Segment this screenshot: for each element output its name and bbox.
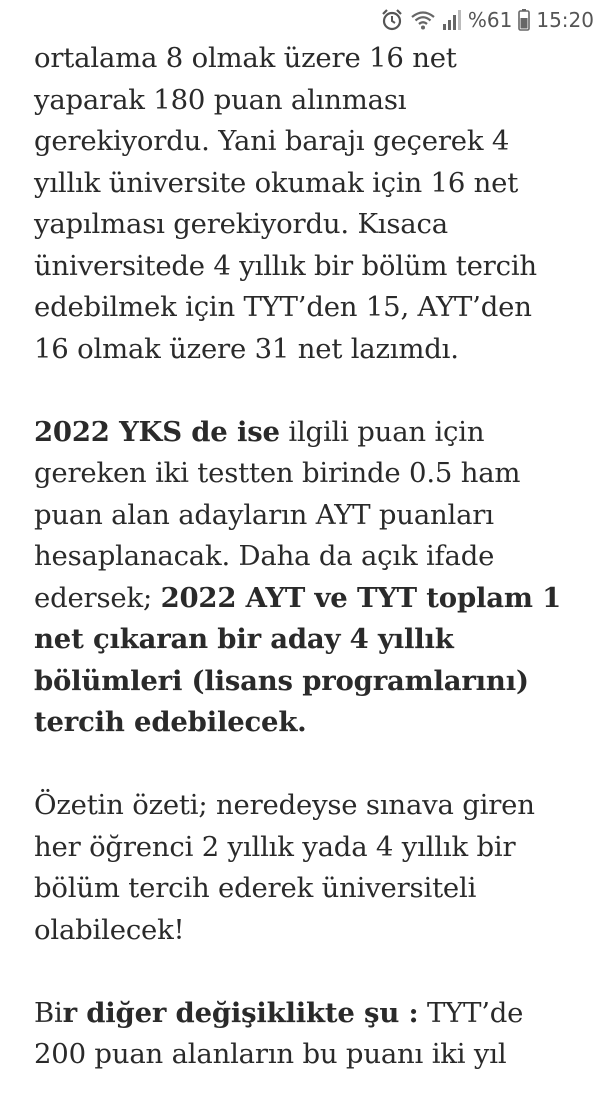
bold-segment: 2022 AYT ve TYT toplam 1 <box>160 581 562 614</box>
clock-time: 15:20 <box>536 8 594 32</box>
text-line <box>34 412 594 454</box>
text-line <box>34 619 594 661</box>
article-paragraph-1 <box>34 38 594 370</box>
text-line: gerekiyordu. Yani barajı geçerek 4 <box>34 125 510 157</box>
text-line: 200 puan alanların bu puanı iki yıl <box>34 1038 507 1070</box>
text-line: yıllık üniversite okumak için 16 net <box>34 166 519 199</box>
text-line <box>34 578 594 620</box>
text-line: her öğrenci 2 yıllık yada 4 yıllık bir <box>34 830 516 863</box>
text-line: üniversitede 4 yıllık bir bölüm tercih <box>34 249 537 282</box>
article-paragraph-4 <box>34 993 594 1076</box>
battery-percent: %61 <box>467 8 513 32</box>
signal-icon <box>442 9 462 31</box>
text-line: puan alan adayların AYT puanları <box>34 498 494 531</box>
text-segment: edersek; <box>34 581 161 614</box>
status-bar <box>0 0 608 40</box>
text-line: gereken iki testten birinde 0.5 ham <box>34 457 521 489</box>
text-line: bölüm tercih ederek üniversiteli <box>34 872 477 904</box>
bold-segment: bölümleri (lisans programlarını) <box>34 664 529 697</box>
text-line: 16 olmak üzere 31 net lazımdı. <box>34 332 459 365</box>
battery-icon <box>518 9 530 31</box>
text-line <box>34 702 594 744</box>
text-line: Özetin özeti; neredeyse sınava giren <box>34 789 535 821</box>
text-line: yaparak 180 puan alınması <box>34 83 407 116</box>
wifi-icon <box>410 9 436 31</box>
text-line: hesaplanacak. Daha da açık ifade <box>34 540 495 572</box>
text-segment: ilgili puan için <box>279 415 485 448</box>
bold-lead: 2022 YKS de ise <box>34 415 280 448</box>
article-paragraph-2 <box>34 412 594 744</box>
text-line: olabilecek! <box>34 913 185 946</box>
text-segment: Bi <box>34 996 63 1029</box>
text-line: edebilmek için TYT’den 15, AYT’den <box>34 291 532 323</box>
bold-segment: net çıkaran bir aday 4 yıllık <box>34 623 454 655</box>
article-paragraph-3 <box>34 785 594 951</box>
text-line <box>34 993 594 1035</box>
text-line: yapılması gerekiyordu. Kısaca <box>34 208 448 240</box>
bold-segment: r diğer değişiklikte şu : <box>62 996 419 1029</box>
text-segment: TYT’de <box>418 996 524 1029</box>
article-body <box>34 38 594 1117</box>
text-line: ortalama 8 olmak üzere 16 net <box>34 42 457 74</box>
bold-segment: tercih edebilecek. <box>34 706 307 738</box>
text-line <box>34 661 594 703</box>
alarm-icon <box>380 8 404 32</box>
